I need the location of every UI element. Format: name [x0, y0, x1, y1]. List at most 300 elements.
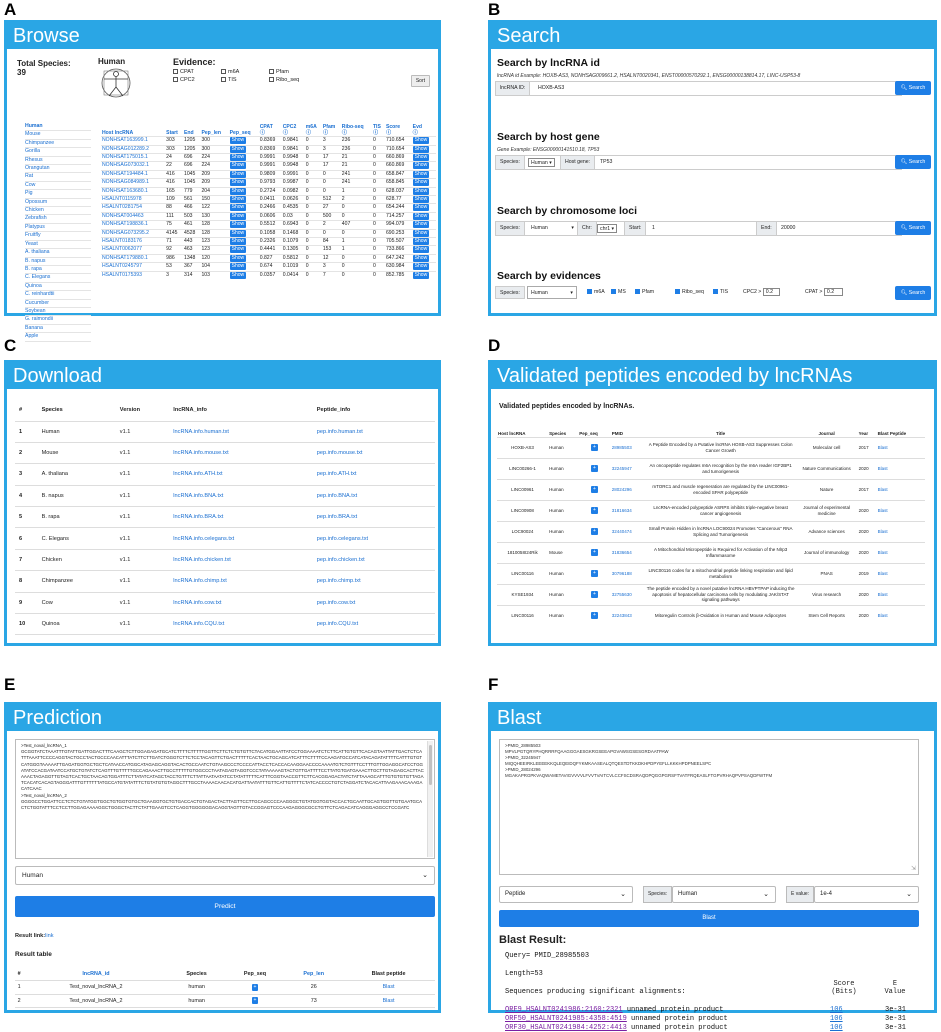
show-button[interactable]: Show [231, 271, 245, 278]
evidence-option-ribo-seq[interactable] [269, 77, 317, 83]
table-cell[interactable]: HSALNT0183176 [101, 238, 165, 246]
evidence-option-tis[interactable] [713, 286, 728, 299]
browse-column-header[interactable] [322, 125, 341, 137]
species-item[interactable]: Apple [25, 333, 91, 341]
show-button[interactable]: Show [414, 229, 428, 236]
table-cell: 26 [285, 981, 342, 995]
download-link[interactable]: pep.info.BRA.txt [313, 507, 435, 528]
show-button[interactable]: Show [231, 179, 245, 186]
pmid-link[interactable]: 28985503 [611, 437, 646, 458]
evidence-option-m6a[interactable] [587, 286, 605, 299]
table-cell: 2 [15, 994, 23, 1008]
species-item[interactable]: Rhesus [25, 157, 91, 165]
query-sequence-1: MPVLPGTQRYPHQRRRFQAAGGGAESGKRGSEEAPGVAWSGSESGRDAATPAW [505, 749, 669, 754]
blast-link[interactable]: Blast [877, 437, 925, 458]
table-cell: 0.4535 [282, 204, 305, 212]
download-link[interactable]: lncRNA.info.CQU.txt [169, 614, 312, 635]
chr-select[interactable] [597, 224, 617, 233]
download-link[interactable]: lncRNA.info.chimp.txt [169, 571, 312, 592]
table-cell[interactable]: NONHSAG073032.1 [101, 162, 165, 170]
table-row [497, 479, 925, 500]
table-cell[interactable]: HSALNT0175393 [101, 271, 165, 279]
checkbox-checked-icon[interactable] [713, 289, 718, 294]
show-button[interactable]: Show [231, 238, 245, 245]
download-link[interactable]: lncRNA.info.human.txt [169, 421, 312, 442]
table-cell[interactable]: HSALNT0062077 [101, 246, 165, 254]
sequence-textarea[interactable] [15, 739, 435, 859]
show-sequence-button[interactable]: + [253, 997, 257, 1004]
table-cell: LINC00266-1 [497, 458, 548, 479]
host-gene-input[interactable]: TP53 [600, 159, 613, 165]
species-item[interactable]: B. napus [25, 258, 91, 266]
table-cell: 367 [183, 263, 200, 271]
evidence-option-tis[interactable] [221, 77, 269, 83]
pmid-link[interactable]: 32245947 [611, 458, 646, 479]
table-cell: 658.845 [385, 179, 412, 187]
show-button[interactable]: Show [414, 204, 428, 211]
show-button[interactable]: Show [231, 145, 245, 152]
pmid-link[interactable]: 31816634 [611, 500, 646, 521]
show-button[interactable]: Show [414, 238, 428, 245]
download-link[interactable]: pep.info.human.txt [313, 421, 435, 442]
evidence-option-pfam[interactable] [635, 286, 654, 299]
species-item[interactable]: Soybean [25, 308, 91, 316]
panel-label-f: F [488, 675, 499, 694]
table-cell: 122 [200, 204, 228, 212]
table-cell: 696 [183, 154, 200, 162]
browse-column-header[interactable] [101, 125, 165, 137]
species-item[interactable]: Gorilla [25, 148, 91, 156]
browse-column-header[interactable] [282, 125, 305, 137]
pmid-link[interactable]: 32243843 [611, 605, 646, 626]
show-button[interactable]: Show [414, 137, 428, 144]
chevron-down-icon: ⌄ [422, 872, 428, 879]
hit-id-link[interactable]: ORF9_HSALNT0241986:2160:2321 [505, 1006, 623, 1014]
download-link[interactable]: pep.info.chicken.txt [313, 549, 435, 570]
table-cell[interactable]: NONHSAT175015.1 [101, 154, 165, 162]
help-icon[interactable]: ⓘ [305, 129, 311, 136]
table-cell: 630.984 [385, 263, 412, 271]
download-link[interactable]: lncRNA.info.cow.txt [169, 592, 312, 613]
table-cell: 120 [200, 254, 228, 262]
species-item[interactable]: Rat [25, 173, 91, 181]
evidence-option-label: Ribo_seq [276, 77, 300, 83]
table-cell: 2 [322, 221, 341, 229]
browse-column-header[interactable] [412, 125, 436, 137]
download-link[interactable]: pep.info.mouse.txt [313, 442, 435, 463]
table-row [15, 571, 435, 592]
evidence-option-cpc2[interactable] [173, 77, 221, 83]
table-cell: LINC00116 codes for a mitochondrial peptide linking respiration and lipid metabolism [646, 563, 796, 584]
checkbox-checked-icon[interactable] [611, 289, 616, 294]
table-cell: 1 [15, 981, 23, 995]
table-cell: 2017 [858, 479, 877, 500]
show-button[interactable]: Show [414, 196, 428, 203]
checkbox-icon[interactable] [173, 69, 178, 74]
pep-seq-cell [578, 500, 610, 521]
evidence-option-ribo-seq[interactable] [675, 286, 704, 299]
species-item[interactable]: Cow [25, 182, 91, 190]
show-sequence-button[interactable]: + [593, 465, 596, 471]
browse-column-header[interactable] [259, 125, 282, 137]
show-sequence-button[interactable]: + [593, 591, 596, 597]
table-cell[interactable]: NONHSAT179880.1 [101, 254, 165, 262]
download-link[interactable]: lncRNA.info.BRA.txt [169, 507, 312, 528]
download-link[interactable]: pep.info.celegans.txt [313, 528, 435, 549]
show-sequence-button[interactable]: + [593, 486, 596, 492]
show-button[interactable]: Show [414, 179, 428, 186]
table-cell: v1.1 [116, 549, 170, 570]
evidence-option-label: TIS [720, 289, 729, 295]
table-cell: 3 [165, 271, 183, 279]
species-item[interactable]: Orangutan [25, 165, 91, 173]
table-cell[interactable]: NONHSAT198836.1 [101, 221, 165, 229]
show-button[interactable]: Show [414, 162, 428, 169]
table-cell[interactable]: HSALNT0281754 [101, 204, 165, 212]
show-button[interactable]: Show [231, 221, 245, 228]
pmid-link[interactable]: 28024296 [611, 479, 646, 500]
table-cell[interactable]: NONHSAT004463 [101, 212, 165, 220]
species-select[interactable] [528, 222, 578, 235]
table-cell: 103 [200, 271, 228, 279]
help-icon[interactable]: ⓘ [282, 129, 288, 136]
table-cell: 165 [165, 187, 183, 195]
cpc2-input[interactable]: 0.2 [763, 288, 780, 296]
table-cell: 0 [322, 170, 341, 178]
evidence-cell [412, 137, 436, 145]
pmid-link[interactable]: 32440474 [611, 521, 646, 542]
table-cell[interactable]: NONHSAG012289.2 [101, 145, 165, 153]
show-sequence-button[interactable]: + [593, 528, 596, 534]
pmid-link[interactable]: 32755630 [611, 584, 646, 605]
show-button[interactable]: Show [231, 254, 245, 261]
table-cell: 0 [322, 229, 341, 237]
table-cell: 1045 [183, 179, 200, 187]
textarea-scrollbar[interactable] [427, 741, 433, 857]
blast-link[interactable]: Blast [342, 981, 435, 995]
table-cell[interactable]: NONHSAT163680.1 [101, 187, 165, 195]
show-button[interactable]: Show [231, 263, 245, 270]
show-button[interactable]: Show [414, 212, 428, 219]
table-row [15, 507, 435, 528]
evalue-label: E value: [786, 886, 814, 903]
help-icon[interactable]: ⓘ [385, 129, 392, 136]
checkbox-icon[interactable] [173, 77, 178, 82]
show-button[interactable]: Show [231, 246, 245, 253]
show-sequence-button[interactable]: + [593, 612, 596, 619]
evidence-option-label: Pfam [642, 289, 655, 295]
show-button[interactable]: Show [231, 229, 245, 236]
hit-score-link[interactable]: 106 [830, 1006, 843, 1014]
blast-link[interactable]: Blast [877, 479, 925, 500]
table-cell: 0.9948 [282, 162, 305, 170]
blast-link[interactable]: Blast [877, 500, 925, 521]
validated-column-header: Species [549, 431, 567, 436]
browse-column-header[interactable] [183, 125, 200, 137]
table-cell: 204 [200, 187, 228, 195]
show-button[interactable]: Show [414, 221, 428, 228]
species-item[interactable]: G. raimondii [25, 316, 91, 324]
show-button[interactable]: Show [414, 271, 428, 278]
checkbox-checked-icon[interactable] [587, 289, 592, 294]
species-label: Species: [495, 286, 525, 299]
table-cell[interactable]: NONHSAG084989.1 [101, 179, 165, 187]
species-item[interactable]: Chicken [25, 207, 91, 215]
show-sequence-button[interactable]: + [593, 549, 596, 555]
table-cell: 0 [305, 246, 322, 254]
hit-id-link[interactable]: ORF50_HSALNT0241985:4358:4519 [505, 1015, 627, 1023]
search-by-id-button[interactable] [895, 81, 931, 95]
result-table-title: Result table [15, 951, 52, 958]
evidence-cell [412, 162, 436, 170]
cpat-input[interactable]: 0.2 [824, 288, 843, 296]
table-cell: 10 [15, 614, 38, 635]
validated-table [497, 417, 925, 626]
browse-column-header[interactable] [305, 125, 322, 137]
table-cell: mTORC1 and muscle regeneration are regulated by the LINC00961-encoded SPAR polypeptide [646, 479, 796, 500]
browse-column-header[interactable] [200, 125, 228, 137]
show-button[interactable]: Show [414, 154, 428, 160]
show-button[interactable]: Show [414, 254, 428, 261]
evidence-option-ms[interactable] [611, 286, 626, 299]
browse-column-header[interactable] [165, 125, 183, 137]
prediction-column-header[interactable]: lncRNA_id [23, 967, 168, 981]
help-icon[interactable]: ⓘ [412, 129, 418, 136]
table-cell: 0 [341, 263, 372, 271]
blast-species-select[interactable] [672, 886, 776, 903]
browse-column-header[interactable] [372, 125, 385, 137]
browse-column-header[interactable] [229, 125, 259, 137]
prediction-column-header: Blast peptide [342, 967, 435, 981]
resize-grip-icon[interactable]: ⇲ [910, 866, 916, 872]
table-cell: 0 [305, 204, 322, 212]
species-select[interactable] [527, 286, 577, 299]
table-cell: 7 [322, 271, 341, 279]
help-icon[interactable]: ⓘ [322, 129, 328, 136]
download-link[interactable]: pep.info.BNA.txt [313, 485, 435, 506]
table-cell: 2020 [858, 521, 877, 542]
table-cell: 0 [372, 170, 385, 178]
blast-result-title: Blast Result: [499, 934, 567, 946]
table-cell: 0.2724 [259, 187, 282, 195]
download-link[interactable]: lncRNA.info.ATH.txt [169, 464, 312, 485]
search-by-gene-button[interactable] [895, 155, 931, 169]
download-link[interactable]: pep.info.CQU.txt [313, 614, 435, 635]
table-cell: 0.0357 [259, 271, 282, 279]
show-sequence-button[interactable]: + [593, 507, 596, 513]
species-select[interactable] [528, 158, 555, 167]
hit-score-link[interactable]: 106 [830, 1024, 843, 1032]
species-item[interactable]: Quinoa [25, 283, 91, 291]
evidence-option-pfam[interactable] [269, 69, 317, 75]
table-cell: 654.244 [385, 204, 412, 212]
show-button[interactable]: Show [231, 154, 245, 160]
show-sequence-button[interactable]: + [253, 983, 257, 990]
hit-id-link[interactable]: ORF30_HSALNT0241984:4252:4413 [505, 1024, 627, 1032]
show-button[interactable]: Show [414, 145, 428, 152]
download-link[interactable]: lncRNA.info.chicken.txt [169, 549, 312, 570]
table-cell: 500 [322, 212, 341, 220]
species-item[interactable]: Banana [25, 325, 91, 333]
evidence-option-label: m6A [228, 69, 240, 75]
prediction-column-header[interactable]: Pep_len [285, 967, 342, 981]
table-cell: 1 [341, 246, 372, 254]
species-item[interactable]: Human [25, 123, 91, 131]
blast-link[interactable]: Blast [877, 542, 925, 563]
result-link[interactable]: link [45, 933, 54, 939]
table-cell: 0.03 [282, 212, 305, 220]
species-item[interactable]: Chimpanzee [25, 140, 91, 148]
species-item[interactable]: Opossum [25, 199, 91, 207]
checkbox-checked-icon[interactable] [675, 289, 680, 294]
species-item[interactable]: A. thaliana [25, 249, 91, 257]
search-by-loci-button[interactable] [895, 221, 931, 235]
pep-seq-cell [229, 137, 259, 145]
table-cell: Test_noval_lncRNA_2 [23, 994, 168, 1008]
download-link[interactable]: lncRNA.info.mouse.txt [169, 442, 312, 463]
help-icon[interactable]: ⓘ [372, 129, 379, 136]
pmid-link[interactable]: 31836654 [611, 542, 646, 563]
show-button[interactable]: Show [231, 162, 245, 169]
prediction-species-select[interactable] [15, 866, 435, 885]
table-row [101, 254, 436, 262]
show-button[interactable]: Show [231, 196, 245, 203]
download-link[interactable]: pep.info.chimp.txt [313, 571, 435, 592]
sequence-type-select[interactable] [499, 886, 633, 903]
search-button-label: Search [908, 290, 926, 296]
show-button[interactable]: Show [414, 170, 428, 177]
download-link[interactable]: lncRNA.info.BNA.txt [169, 485, 312, 506]
show-sequence-button[interactable]: + [593, 444, 596, 450]
show-button[interactable]: Show [414, 246, 428, 253]
evidence-filter-group [495, 286, 902, 301]
chevron-down-icon: ⌄ [620, 891, 626, 898]
table-row [101, 229, 436, 237]
validated-column-header: Pep_seq [579, 431, 598, 436]
evidence-option-m6a[interactable] [221, 69, 269, 75]
table-cell: 303 [165, 137, 183, 145]
table-cell: A Mitochondrial Micropeptide is Required for Activation of the Nlrp3 Inflammasome [646, 542, 796, 563]
show-button[interactable]: Show [231, 170, 245, 177]
hit-score-link[interactable]: 106 [830, 1015, 843, 1023]
table-cell: 512 [322, 196, 341, 204]
checkbox-icon[interactable] [269, 69, 274, 74]
browse-table [101, 125, 436, 279]
table-cell: 71 [165, 238, 183, 246]
table-cell: human [169, 981, 225, 995]
table-cell[interactable]: NONHSAT163999.1 [101, 137, 165, 145]
blast-link[interactable]: Blast [877, 563, 925, 584]
download-link[interactable]: lncRNA.info.celegans.txt [169, 528, 312, 549]
blast-link[interactable]: Blast [877, 605, 925, 626]
show-button[interactable]: Show [231, 212, 245, 219]
table-cell: LINC00961 [497, 479, 548, 500]
pmid-link[interactable]: 30796188 [611, 563, 646, 584]
end-input[interactable]: 20000 [781, 225, 796, 231]
search-by-evidence-button[interactable] [895, 286, 931, 300]
browse-column-header[interactable] [341, 125, 372, 137]
species-item[interactable]: C. Elegans [25, 274, 91, 282]
table-cell: Mouse [548, 542, 578, 563]
table-cell[interactable]: HSALNT0245797 [101, 263, 165, 271]
show-button[interactable]: Show [414, 263, 428, 270]
show-button[interactable]: Show [414, 187, 428, 194]
blast-link[interactable]: Blast [342, 994, 435, 1008]
help-icon[interactable]: ⓘ [341, 129, 347, 136]
download-panel [4, 360, 441, 646]
blast-link[interactable]: Blast [877, 458, 925, 479]
evidence-cell [412, 229, 436, 237]
start-input[interactable]: 1 [652, 225, 655, 231]
species-item[interactable]: B. rapa [25, 266, 91, 274]
blast-link[interactable]: Blast [877, 584, 925, 605]
table-cell: 0 [305, 137, 322, 145]
table-cell[interactable]: HSALNT0115978 [101, 196, 165, 204]
download-link[interactable]: pep.info.ATH.txt [313, 464, 435, 485]
evidence-option-cpat[interactable] [173, 69, 221, 75]
sort-button[interactable]: Sort [411, 75, 430, 87]
evidence-cell [412, 221, 436, 229]
table-cell[interactable]: NONHSAT194484.1 [101, 170, 165, 178]
download-link[interactable]: pep.info.cow.txt [313, 592, 435, 613]
query-name-1: >PMID_28985503 [505, 743, 541, 748]
lncrna-id-input[interactable]: HOXB-AS3 [538, 85, 565, 91]
pep-seq-cell [229, 204, 259, 212]
show-sequence-button[interactable]: + [593, 570, 596, 576]
species-item[interactable]: Cucumber [25, 300, 91, 308]
blast-sequence-textarea[interactable] [499, 739, 919, 875]
table-cell: Human [548, 563, 578, 584]
show-button[interactable]: Show [231, 204, 245, 211]
browse-column-header[interactable] [385, 125, 412, 137]
blast-button[interactable]: Blast [499, 910, 919, 927]
checkbox-icon[interactable] [221, 77, 226, 82]
panel-label-b: B [488, 0, 501, 19]
help-icon[interactable]: ⓘ [259, 129, 265, 136]
species-item[interactable]: Platypus [25, 224, 91, 232]
table-cell: 0.9991 [259, 162, 282, 170]
species-item[interactable]: Mouse [25, 131, 91, 139]
table-cell: 0.5512 [259, 221, 282, 229]
blast-link[interactable]: Blast [877, 521, 925, 542]
table-cell: 0.1058 [259, 229, 282, 237]
blast-title: Blast [491, 705, 934, 731]
table-cell: 1045 [183, 170, 200, 178]
checkbox-icon[interactable] [269, 77, 274, 82]
species-item[interactable]: Zebrafish [25, 215, 91, 223]
show-button[interactable]: Show [231, 187, 245, 194]
table-cell: 0.0414 [282, 271, 305, 279]
species-item[interactable]: Yeast [25, 241, 91, 249]
table-cell[interactable]: NONHSAG073295.2 [101, 229, 165, 237]
species-item[interactable]: Pig [25, 190, 91, 198]
browse-title: Browse [7, 23, 438, 49]
panel-label-d: D [488, 336, 501, 355]
pep-seq-cell [229, 179, 259, 187]
species-item[interactable]: C. reinhardtii [25, 291, 91, 299]
table-cell: Molecular cell [796, 437, 858, 458]
evalue-select[interactable] [814, 886, 919, 903]
checkbox-icon[interactable] [221, 69, 226, 74]
table-cell: 128 [200, 221, 228, 229]
species-item[interactable]: Fruitfly [25, 232, 91, 240]
predict-button[interactable]: Predict [15, 896, 435, 917]
table-cell: 658.847 [385, 170, 412, 178]
checkbox-checked-icon[interactable] [635, 289, 640, 294]
table-cell: 852.785 [385, 271, 412, 279]
show-button[interactable]: Show [231, 137, 245, 144]
scrollbar-thumb[interactable] [429, 745, 432, 785]
